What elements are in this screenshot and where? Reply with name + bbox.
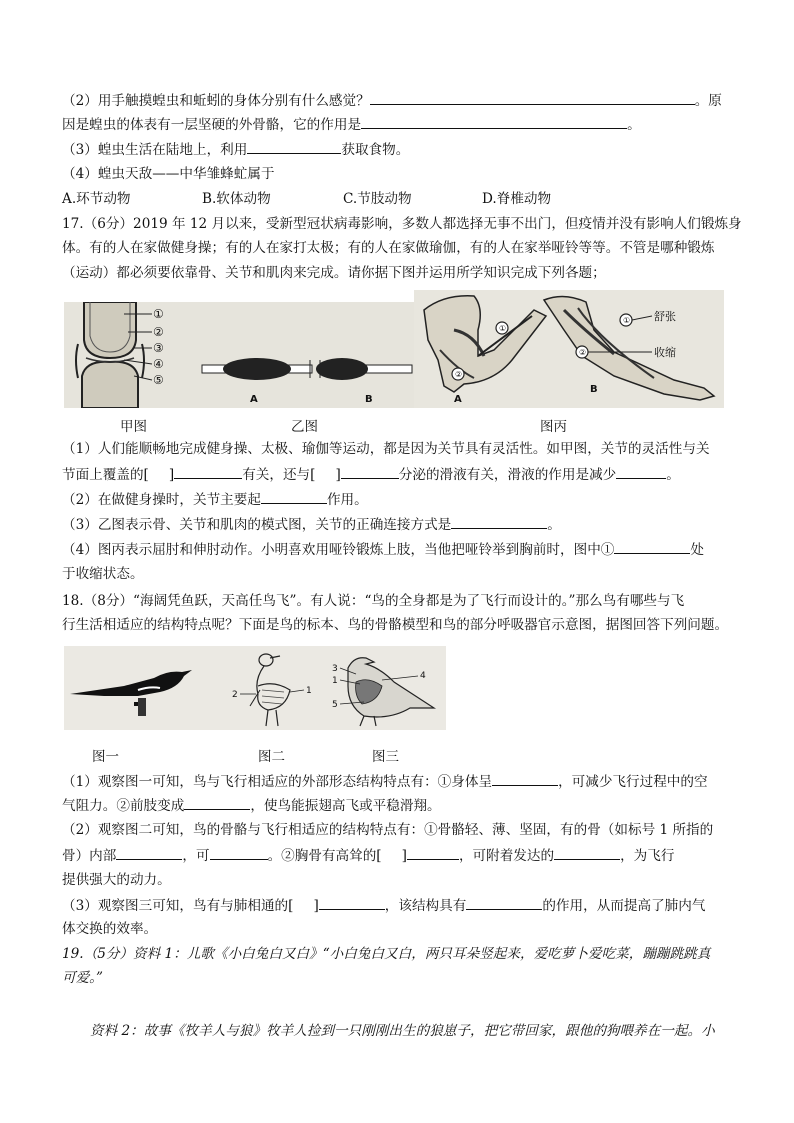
answer-blank[interactable] bbox=[247, 139, 341, 154]
option-d[interactable]: D.脊椎动物 bbox=[482, 191, 552, 207]
q19-line-2: 可爱。” bbox=[62, 970, 103, 986]
figure-bird bbox=[64, 646, 446, 730]
q17-intro-3: （运动）都必须要依靠骨、关节和肌肉来完成。请你据下图并运用所学知识完成下列各题； bbox=[62, 265, 606, 281]
bing-label-c1: ① bbox=[623, 316, 631, 325]
q18-p1-line1: （1）观察图一可知，鸟与飞行相适应的外部形态结构特点有：①身体呈 ，可减少飞行过程中的空 bbox=[62, 771, 708, 792]
answer-blank[interactable] bbox=[341, 464, 399, 479]
label-4: ④ bbox=[153, 357, 164, 371]
answer-blank[interactable] bbox=[466, 895, 542, 910]
option-a[interactable]: A.环节动物 bbox=[62, 191, 131, 207]
answer-blank[interactable] bbox=[361, 114, 627, 129]
q16-line-2-cont: 因是蝗虫的体表有一层坚硬的外骨骼，它的作用是 。 bbox=[62, 114, 641, 135]
bing-label-1: ① bbox=[499, 324, 507, 333]
bird-label-4: 4 bbox=[420, 671, 426, 681]
label-b: B bbox=[365, 394, 373, 405]
label-2: ② bbox=[153, 325, 164, 339]
caption-jia: 甲图 bbox=[120, 419, 147, 435]
q18-p2-line2: 骨）内部 ，可 。②胸骨有高耸的[ ] ，可附着发达的 ，为飞行 bbox=[62, 845, 674, 866]
label-1: ① bbox=[153, 307, 164, 321]
caption-yi: 乙图 bbox=[291, 419, 318, 435]
q17-p1-line1: （1）人们能顺畅地完成健身操、太极、瑜伽等运动，都是因为关节具有灵活性。如甲图，关节的灵活性与关 bbox=[62, 441, 710, 457]
figure-bing-arm bbox=[414, 290, 724, 408]
answer-blank[interactable] bbox=[614, 539, 690, 554]
caption-fig3: 图三 bbox=[372, 749, 399, 765]
bing-label-b: B bbox=[590, 384, 598, 395]
answer-blank[interactable] bbox=[492, 771, 558, 786]
bing-label-a: A bbox=[454, 394, 462, 405]
answer-blank[interactable] bbox=[184, 795, 250, 810]
caption-bing: 图丙 bbox=[540, 419, 567, 435]
answer-blank[interactable] bbox=[174, 464, 242, 479]
answer-blank[interactable] bbox=[451, 514, 547, 529]
q18-p2-line1: （2）观察图二可知，鸟的骨骼与飞行相适应的结构特点有：①骨骼轻、薄、坚固，有的骨（如标号 1 所指的 bbox=[62, 822, 714, 838]
answer-blank[interactable] bbox=[370, 90, 695, 105]
answer-blank[interactable] bbox=[407, 845, 459, 860]
caption-fig1: 图一 bbox=[92, 749, 119, 765]
q18-p3-line2: 体交换的效率。 bbox=[62, 921, 158, 937]
answer-blank[interactable] bbox=[210, 845, 268, 860]
q18-p3-line1: （3）观察图三可知，鸟有与肺相通的[ ] ，该结构具有 的作用，从而提高了肺内气 bbox=[62, 895, 705, 916]
q17-p4: （4）图丙表示屈肘和伸肘动作。小明喜欢用哑铃锻炼上肢，当他把哑铃举到胸前时，图中① 处 bbox=[62, 539, 704, 560]
option-c[interactable]: C.节肢动物 bbox=[343, 191, 412, 207]
label-a: A bbox=[250, 394, 258, 405]
q18-p2-line3: 提供强大的动力。 bbox=[62, 872, 171, 888]
q17-p1-line2: 节面上覆盖的[ ] 有关，还与[ ] 分泌的滑液有关，滑液的作用是减少 。 bbox=[62, 464, 680, 485]
bing-label-c2: ② bbox=[579, 348, 587, 357]
q17-intro-2: 体。有的人在家做健身操；有的人在家打太极；有的人在家做瑜伽，有的人在家举哑铃等等。不管是哪种锻炼 bbox=[62, 240, 715, 256]
q17-intro-1: 17.（6分）2019 年 12 月以来，受新型冠状病毒影响，多数人都选择无事不出门，但疫情并没有影响人们锻炼身 bbox=[62, 216, 742, 232]
answer-blank[interactable] bbox=[319, 895, 385, 910]
q16-line-4: （4）蝗虫天敌——中华雏蜂虻属于 bbox=[62, 166, 275, 182]
figure-yi-model bbox=[182, 302, 414, 408]
answer-blank[interactable] bbox=[616, 464, 666, 479]
q18-intro-1: 18.（8分）“海阔凭鱼跃，天高任鸟飞”。有人说：“鸟的全身都是为了飞行而设计的。”那么鸟有哪些与飞 bbox=[62, 593, 685, 609]
option-b[interactable]: B.软体动物 bbox=[202, 191, 271, 207]
caption-fig2: 图二 bbox=[258, 749, 285, 765]
q17-p2: （2）在做健身操时，关节主要起 作用。 bbox=[62, 489, 368, 510]
bing-label-2: ② bbox=[455, 370, 463, 379]
figure-jia-joint bbox=[64, 302, 182, 408]
q16-line-2: （2）用手触摸蝗虫和蚯蚓的身体分别有什么感觉？ 。原 bbox=[62, 90, 722, 111]
answer-blank[interactable] bbox=[116, 845, 182, 860]
answer-blank[interactable] bbox=[261, 489, 327, 504]
q18-intro-2: 行生活相适应的结构特点呢？下面是鸟的标本、鸟的骨骼模型和鸟的部分呼吸器官示意图，据图回答下列问题。 bbox=[62, 617, 729, 633]
bird-label-4a: 1 bbox=[332, 676, 338, 686]
q18-p1-line2: 气阻力。②前肢变成 ，使鸟能振翅高飞或平稳滑翔。 bbox=[62, 795, 441, 816]
bing-label-contract: 收缩 bbox=[654, 346, 676, 359]
bird-label-2: 2 bbox=[232, 690, 238, 700]
bird-label-3: 3 bbox=[332, 664, 338, 674]
bing-label-relax: 舒张 bbox=[654, 310, 676, 323]
label-3: ③ bbox=[153, 341, 164, 355]
q17-p4-cont: 于收缩状态。 bbox=[62, 566, 144, 582]
label-5: ⑤ bbox=[153, 373, 164, 387]
answer-blank[interactable] bbox=[554, 845, 620, 860]
bird-label-5: 5 bbox=[332, 700, 338, 710]
bird-label-1: 1 bbox=[306, 686, 312, 696]
q19-line-1: 19.（5分）资料 1：儿歌《小白兔白又白》“小白兔白又白，两只耳朵竖起来，爱吃萝卜爱吃菜，蹦蹦跳跳真 bbox=[62, 946, 711, 962]
q19-line-3: 资料 2：故事《牧羊人与狼》牧羊人捡到一只刚刚出生的狼崽子，把它带回家，跟他的狗喂养在一起。小 bbox=[90, 1023, 715, 1039]
q17-p3: （3）乙图表示骨、关节和肌肉的模式图，关节的正确连接方式是 。 bbox=[62, 514, 561, 535]
q16-line-3: （3）蝗虫生活在陆地上，利用 获取食物。 bbox=[62, 139, 409, 160]
